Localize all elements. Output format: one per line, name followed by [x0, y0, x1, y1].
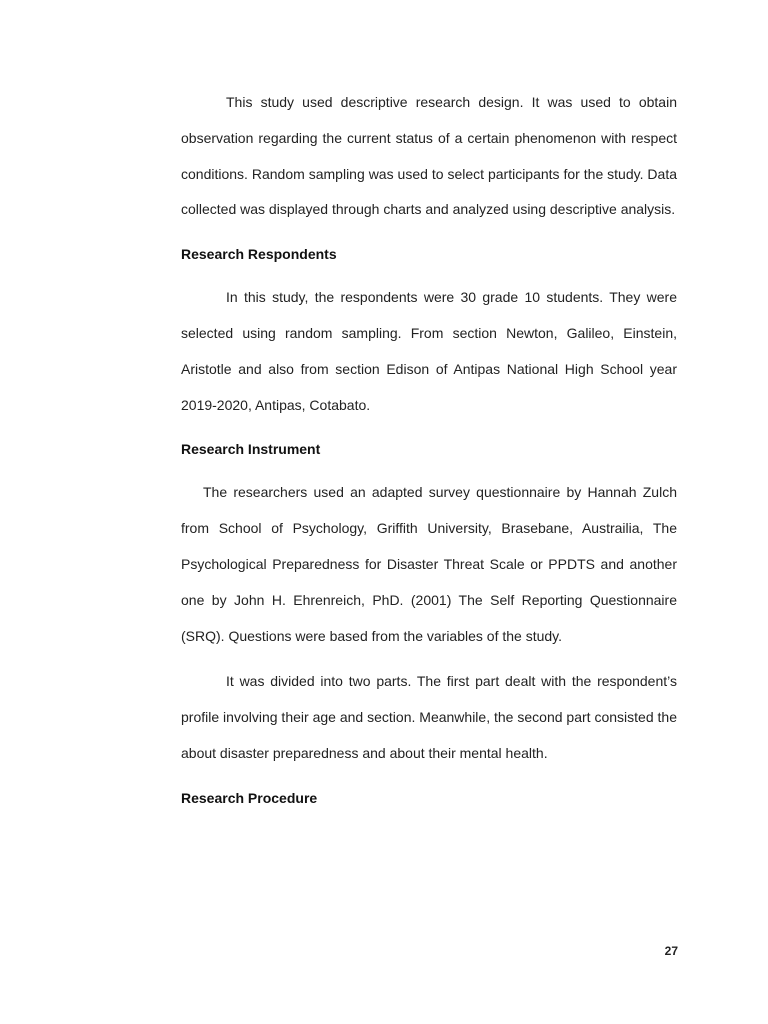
paragraph-research-respondents: In this study, the respondents were 30 grade 10 students. They were selected using random sampling. From section Newton, Galileo, Einstein, Aristotle and also from section Edison of Antipas National High School year 2019-2020, Antipas, Cotabato. — [181, 289, 677, 413]
heading-research-instrument: Research Instrument — [181, 441, 321, 458]
heading-research-procedure: Research Procedure — [181, 789, 318, 806]
paragraph-instrument-parts: It was divided into two parts. The first part dealt with the respondent’s profile involving their age and section. Meanwhile, the second part consisted the about disaster preparedness and about their mental health. — [181, 673, 677, 761]
heading-research-respondents: Research Respondents — [181, 246, 337, 263]
text-column — [181, 85, 677, 806]
paragraph-research-instrument: The researchers used an adapted survey questionnaire by Hannah Zulch from School of Psychology, Griffith University, Brasebane, Austrailia, The Psychological Preparedness for Disaster Threat Scale or PPDTS and another one by John H. Ehrenreich, PhD. (2001) The Self Reporting Questionnaire (SRQ). Questions were based from the variables of the study. — [181, 484, 677, 644]
page-number: 27 — [664, 944, 678, 958]
paragraph-research-design: This study used descriptive research design. It was used to obtain observation regarding the current status of a certain phenomenon with respect conditions. Random sampling was used to select participants for the study. Data collected was displayed through charts and analyzed using descriptive analysis. — [181, 94, 677, 218]
